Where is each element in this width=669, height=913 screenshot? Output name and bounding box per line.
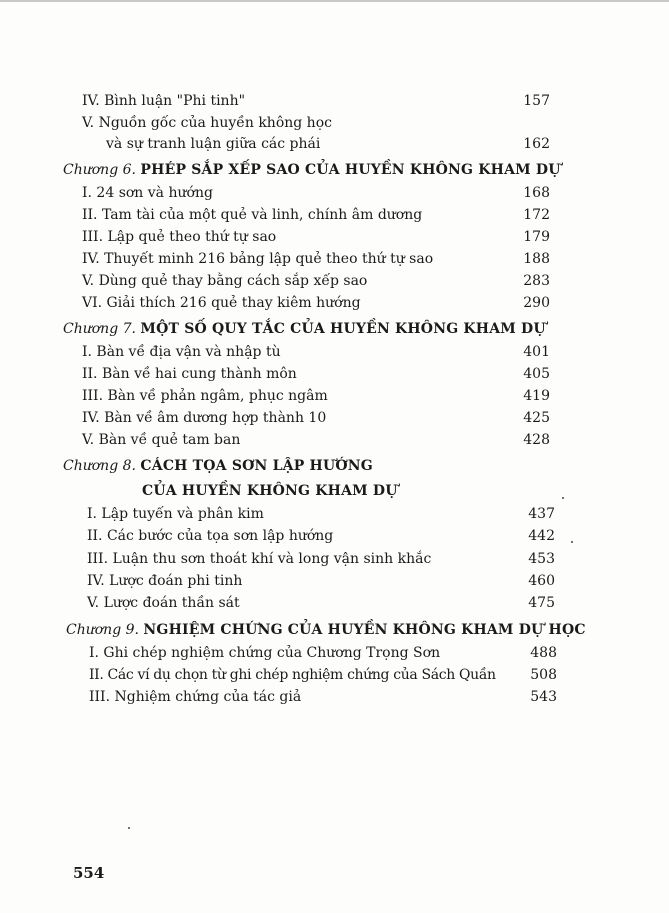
toc-page: 437 <box>528 506 555 522</box>
toc-page: 179 <box>523 229 550 245</box>
toc-page: 425 <box>523 410 550 426</box>
chapter-heading <box>63 161 561 179</box>
toc-page: 453 <box>528 551 555 567</box>
toc-page: 188 <box>523 251 550 267</box>
chapter-label: Chương 9. <box>66 622 139 638</box>
toc-entry: II. Các ví dụ chọn từ ghi chép nghiệm chứng của Sách Quần <box>89 667 496 683</box>
toc-page: 168 <box>523 185 550 201</box>
toc-page: 172 <box>523 207 550 223</box>
toc-page: 475 <box>528 595 555 611</box>
toc-entry: II. Các bước của tọa sơn lập hướng <box>87 528 334 544</box>
toc-page: 543 <box>530 689 557 705</box>
toc-page: 290 <box>523 295 550 311</box>
toc-entry: II. Bàn về hai cung thành môn <box>82 366 297 382</box>
scan-speck <box>571 541 573 543</box>
toc-page: 428 <box>523 432 550 448</box>
toc-page: 405 <box>523 366 550 382</box>
chapter-title: MỘT SỐ QUY TẮC CỦA HUYỀN KHÔNG KHAM DỰ <box>140 321 546 337</box>
chapter-heading <box>63 457 373 475</box>
toc-entry: IV. Bình luận "Phi tinh" <box>82 93 246 109</box>
toc-entry: IV. Bàn về âm dương hợp thành 10 <box>82 410 327 426</box>
toc-entry: V. Lược đoán thần sát <box>87 595 240 611</box>
toc-page: 401 <box>523 344 550 360</box>
chapter-heading <box>66 621 586 639</box>
scan-speck <box>562 497 564 499</box>
toc-entry: V. Bàn về quẻ tam ban <box>82 432 241 448</box>
toc-entry: III. Bàn về phản ngâm, phục ngâm <box>82 388 328 404</box>
toc-page: 488 <box>530 645 557 661</box>
toc-page: 508 <box>530 667 557 683</box>
chapter-label: Chương 6. <box>63 162 136 178</box>
chapter-title-line2: CỦA HUYỀN KHÔNG KHAM DỰ <box>142 483 398 499</box>
chapter-heading <box>63 320 546 338</box>
toc-entry: IV. Lược đoán phi tinh <box>87 573 243 589</box>
toc-entry: II. Tam tài của một quẻ và linh, chính âm dương <box>82 207 423 223</box>
chapter-title: CÁCH TỌA SƠN LẬP HƯỚNG <box>140 458 373 474</box>
toc-page: 283 <box>523 273 550 289</box>
toc-entry-continued: và sự tranh luận giữa các phái <box>106 136 321 152</box>
chapter-label: Chương 7. <box>63 321 136 337</box>
toc-entry: III. Luận thu sơn thoát khí và long vận sinh khắc <box>87 551 432 567</box>
top-border <box>0 0 669 2</box>
toc-page: 460 <box>528 573 555 589</box>
scan-speck <box>128 827 130 829</box>
page-number: 554 <box>73 864 105 882</box>
chapter-title: PHÉP SẮP XẾP SAO CỦA HUYỀN KHÔNG KHAM DỰ <box>140 162 561 178</box>
chapter-title: NGHIỆM CHỨNG CỦA HUYỀN KHÔNG KHAM DỰ HỌC <box>143 622 586 638</box>
toc-entry: I. Lập tuyến và phân kim <box>87 506 264 522</box>
toc-entry: I. Bàn về địa vận và nhập tù <box>82 344 281 360</box>
toc-entry: I. 24 sơn và hướng <box>82 185 213 201</box>
toc-entry: V. Dùng quẻ thay bằng cách sắp xếp sao <box>82 273 368 289</box>
toc-entry: I. Ghi chép nghiệm chứng của Chương Trọng Sơn <box>89 645 441 661</box>
toc-page: 419 <box>523 388 550 404</box>
toc-entry: V. Nguồn gốc của huyền không học <box>82 115 332 131</box>
chapter-label: Chương 8. <box>63 458 136 474</box>
toc-page: 162 <box>523 136 550 152</box>
toc-entry: III. Nghiệm chứng của tác giả <box>89 689 302 705</box>
toc-entry: III. Lập quẻ theo thứ tự sao <box>82 229 277 245</box>
chapter-heading-continued <box>142 482 398 500</box>
toc-page: 157 <box>523 93 550 109</box>
toc-page: 442 <box>528 528 555 544</box>
toc-entry: IV. Thuyết minh 216 bảng lập quẻ theo thứ tự sao <box>82 251 434 267</box>
toc-entry: VI. Giải thích 216 quẻ thay kiêm hướng <box>82 295 361 311</box>
